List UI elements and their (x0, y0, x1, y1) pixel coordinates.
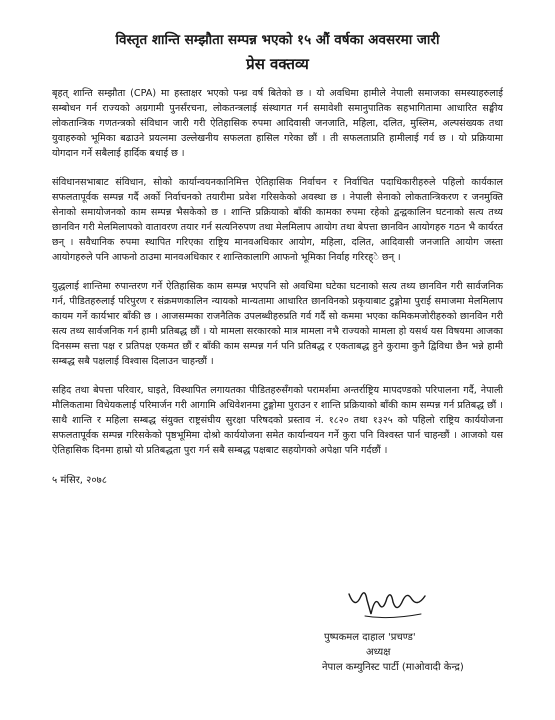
page-title: विस्तृत शान्ति सम्झौता सम्पन्न भएको १५ औं वर्षका अवसरमा जारी (115, 32, 440, 48)
paragraph-1: बृहत् शान्ति सम्झौता (CPA) मा हस्ताक्षर भएको पन्ध्र वर्ष बितेको छ । यो अवधिमा हामीले नेपाली समाजका समस्याहरुलाई सम्बोधन गर्न राज्यको अग्रगामी पुनर्संरचना, लोकतन्त्रलाई संस्थागत गर्न समावेशी समानुपातिक सहभागितामा आधारित सङ्घीय लोकतान्त्रिक गणतन्त्रको संविधान जारी गरी ऐतिहासिक रुपमा आदिवासी जनजाति, महिला, दलित, मुस्लिम, अल्पसंख्यक तथा युवाहरुको भूमिका बढाउने प्रयत्नमा उल्लेखनीय सफलता हासिल गरेका छौं । ती सफलताप्रति हामीलाई गर्व छ । यो प्रक्रियामा योगदान गर्ने सबैलाई हार्दिक बधाई छ । (52, 88, 503, 159)
signatory-organization: नेपाल कम्युनिस्ट पार्टी (माओवादी केन्द्र) (322, 662, 464, 673)
signatory-name: पुष्पकमल दाहाल 'प्रचण्ड' (324, 632, 416, 643)
signature-block (318, 590, 518, 675)
signatory-title: अध्यक्ष (366, 647, 391, 658)
page-subtitle: प्रेस वक्तव्य (246, 55, 309, 73)
paragraph-2: संविधानसभाबाट संविधान, सोको कार्यान्वयनकानिमित्त ऐतिहासिक निर्वाचन र निर्वाचित पदाधिकारीहरुले पहिलो कार्यकाल सफलतापूर्वक सम्पन्न गर्दै अर्को निर्वाचनको तयारीमा प्रवेश गरिसकेको अवस्था छ । नेपाली सेनाको लोकतान्त्रिकरण र जनमुक्ति सेनाको समायोजनको काम सम्पन्न भैसकेको छ । शान्ति प्रक्रियाको बाँकी कामका रुपमा रहेको द्वन्द्वकालिन घटनाको सत्य तथ्य छानविन गरी मेलमिलापको वातावरण तयार गर्न सत्यनिरुपण तथा मेलमिलाप आयोग तथा बेपत्ता छानविन आयोगहरु गठन भै कार्यरत छन् । सवैधानिक रुपमा स्थापित गरिएका राष्ट्रिय मानवअधिकार आयोग, महिला, दलित, आदिवासी जनजाति आयोग जस्ता आयोगहरुले पनि आफनो ठाउमा मानवअधिकार र शान्तिकालागि आफनो भूमिका निर्वाह गरिरह्े छन् । (52, 177, 503, 263)
paragraph-4: सहिद तथा बेपत्ता परिवार, घाइते, विस्थापित लगायतका पीडितहरुसँगको परामर्शमा अन्तर्राष्ट्रिय मापदण्डको परिपालना गर्दै, नेपाली मौलिकतामा विधेयकलाई परिमार्जन गरी आगामि अधिवेशनमा टुङ्गोमा पुराउन र शान्ति प्रक्रियाको बाँकी काम सम्पन्न गर्न प्रतिबद्ध छौं । साथै शान्ति र महिला सम्बद्ध संयुक्त राष्ट्रसंघीय सुरक्षा परिषदको प्रस्ताव नं. १८२० तथा १३२५ को पहिलो राष्ट्रिय कार्ययोजना सफलतापूर्वक सम्पन्न गरिसकेको पृष्ठभूमिमा दोश्रो कार्ययोजना समेत कार्यान्वयन गर्ने कुरा पनि विश्वस्त पार्न चाहन्छौं । आजको यस ऐतिहासिक दिनमा हाम्रो यो प्रतिबद्धता पुरा गर्न सबै सम्बद्ध पक्षबाट सहयोगको अपेक्षा पनि गर्दछौं । (52, 385, 503, 456)
paragraph-3: युद्धलाई शान्तिमा रुपान्तरण गर्ने ऐतिहासिक काम सम्पन्न भएपनि सो अवधिमा घटेका घटनाको सत्य तथ्य छानविन गरी सार्वजनिक गर्न, पीडितहरुलाई परिपुरण र संक्रमणकालिन न्यायको मान्यतामा आधारित छानविनको प्रकृयाबाट टुङ्गोमा पुराई समाजमा मेलमिलाप कायम गर्ने कार्यभार बाँकी छ । आजसम्मका राजनैतिक उपलब्धीहरुप्रति गर्व गर्दै सो कममा भएका कमिकमजोरीहरुको छानविन गरी सत्य तथ्य सार्वजनिक गर्न हामी प्रतिबद्ध छौं । यो मामला सरकारको मात्र मामला नभै राज्यको मामला हो यसर्थ यस विषयमा आजका दिनसम्म सत्ता पक्ष र प्रतिपक्ष एकमत छौं र बाँकी काम सम्पन्न गर्न पनि प्रतिबद्ध र एकताबद्ध हुने कुरामा कुनै द्विविधा छैन भन्ने हामी सम्बद्ध सबै पक्षलाई विश्वास दिलाउन चाहन्छौं । (52, 281, 503, 367)
release-date: ५ मंसिर, २०७८ (52, 475, 107, 486)
